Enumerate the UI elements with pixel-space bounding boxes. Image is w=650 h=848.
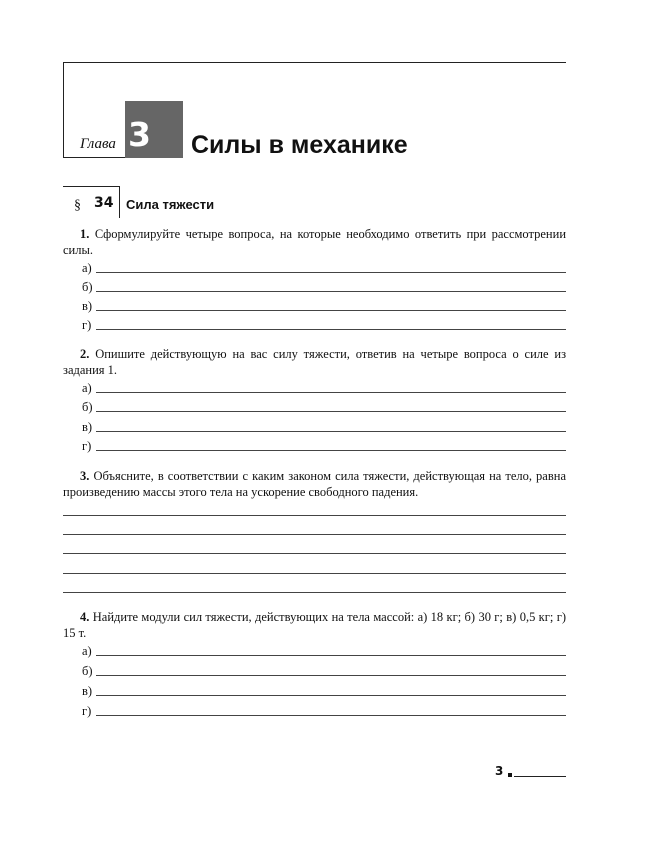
- footer-rule: [514, 776, 566, 777]
- chapter-word: Глава: [80, 136, 116, 152]
- task-number: 2.: [80, 347, 90, 361]
- answer-line[interactable]: [96, 715, 566, 716]
- answer-line[interactable]: [96, 450, 566, 451]
- answer-row: [82, 299, 566, 313]
- task-text: Опишите действующую на вас силу тяжести, ответив на четыре вопроса о силе из задания 1.: [63, 347, 567, 377]
- answer-label: б): [82, 280, 93, 294]
- answer-row: [82, 684, 566, 698]
- answer-label: в): [82, 299, 93, 313]
- answer-line[interactable]: [96, 695, 566, 696]
- task-2: [63, 346, 566, 378]
- answer-row: [82, 704, 566, 718]
- answer-label: а): [82, 381, 92, 395]
- answer-line[interactable]: [96, 291, 566, 292]
- task-text: Найдите модули сил тяжести, действующих на тела массой: а) 18 кг; б) 30 г; в) 0,5 кг; г) 15 т.: [63, 610, 567, 640]
- task-text: Сформулируйте четыре вопроса, на которые необходимо ответить при рассмотрении силы.: [63, 227, 567, 257]
- answer-row: [82, 280, 566, 294]
- answer-line[interactable]: [96, 675, 566, 676]
- answer-label: а): [82, 644, 92, 658]
- section-sign: §: [74, 198, 81, 213]
- answer-label: а): [82, 261, 92, 275]
- answer-row: [82, 644, 566, 658]
- section-title: Сила тяжести: [126, 197, 215, 212]
- answer-line[interactable]: [63, 573, 566, 574]
- answer-row: [82, 420, 566, 434]
- page-number: 3: [495, 764, 504, 778]
- answer-row: [82, 400, 566, 414]
- answer-row: [82, 318, 566, 332]
- answer-line[interactable]: [96, 392, 566, 393]
- task-1: [63, 226, 566, 258]
- task-number: 1.: [80, 227, 90, 241]
- task-3: [63, 468, 566, 500]
- answer-line[interactable]: [63, 515, 566, 516]
- section-frame-right: [119, 186, 120, 218]
- section-frame-top: [63, 186, 119, 187]
- answer-label: г): [82, 704, 92, 718]
- page-marker: [508, 773, 512, 777]
- answer-line[interactable]: [96, 655, 566, 656]
- answer-line[interactable]: [96, 431, 566, 432]
- task-4: [63, 609, 566, 641]
- answer-label: г): [82, 439, 92, 453]
- chapter-title: Силы в механике: [191, 131, 408, 159]
- answer-row: [82, 381, 566, 395]
- answer-line[interactable]: [63, 534, 566, 535]
- task-text: Объясните, в соответствии с каким законом сила тяжести, действующая на тело, равна произведению массы этого тела на ускорение свободного падения.: [63, 469, 566, 499]
- answer-label: г): [82, 318, 92, 332]
- header-frame-left: [63, 62, 64, 158]
- answer-line[interactable]: [63, 553, 566, 554]
- chapter-number: 3: [128, 115, 151, 154]
- answer-line[interactable]: [96, 411, 566, 412]
- task-number: 4.: [80, 610, 90, 624]
- answer-line[interactable]: [96, 272, 566, 273]
- answer-row: [82, 261, 566, 275]
- answer-label: б): [82, 400, 93, 414]
- answer-label: в): [82, 420, 93, 434]
- answer-line[interactable]: [96, 310, 566, 311]
- answer-line[interactable]: [96, 329, 566, 330]
- answer-line[interactable]: [63, 592, 566, 593]
- task-number: 3.: [80, 469, 90, 483]
- header-frame-bottom: [63, 157, 125, 158]
- answer-row: [82, 439, 566, 453]
- answer-row: [82, 664, 566, 678]
- answer-label: в): [82, 684, 93, 698]
- answer-label: б): [82, 664, 93, 678]
- section-number: 34: [94, 195, 114, 211]
- header-frame-top: [63, 62, 566, 63]
